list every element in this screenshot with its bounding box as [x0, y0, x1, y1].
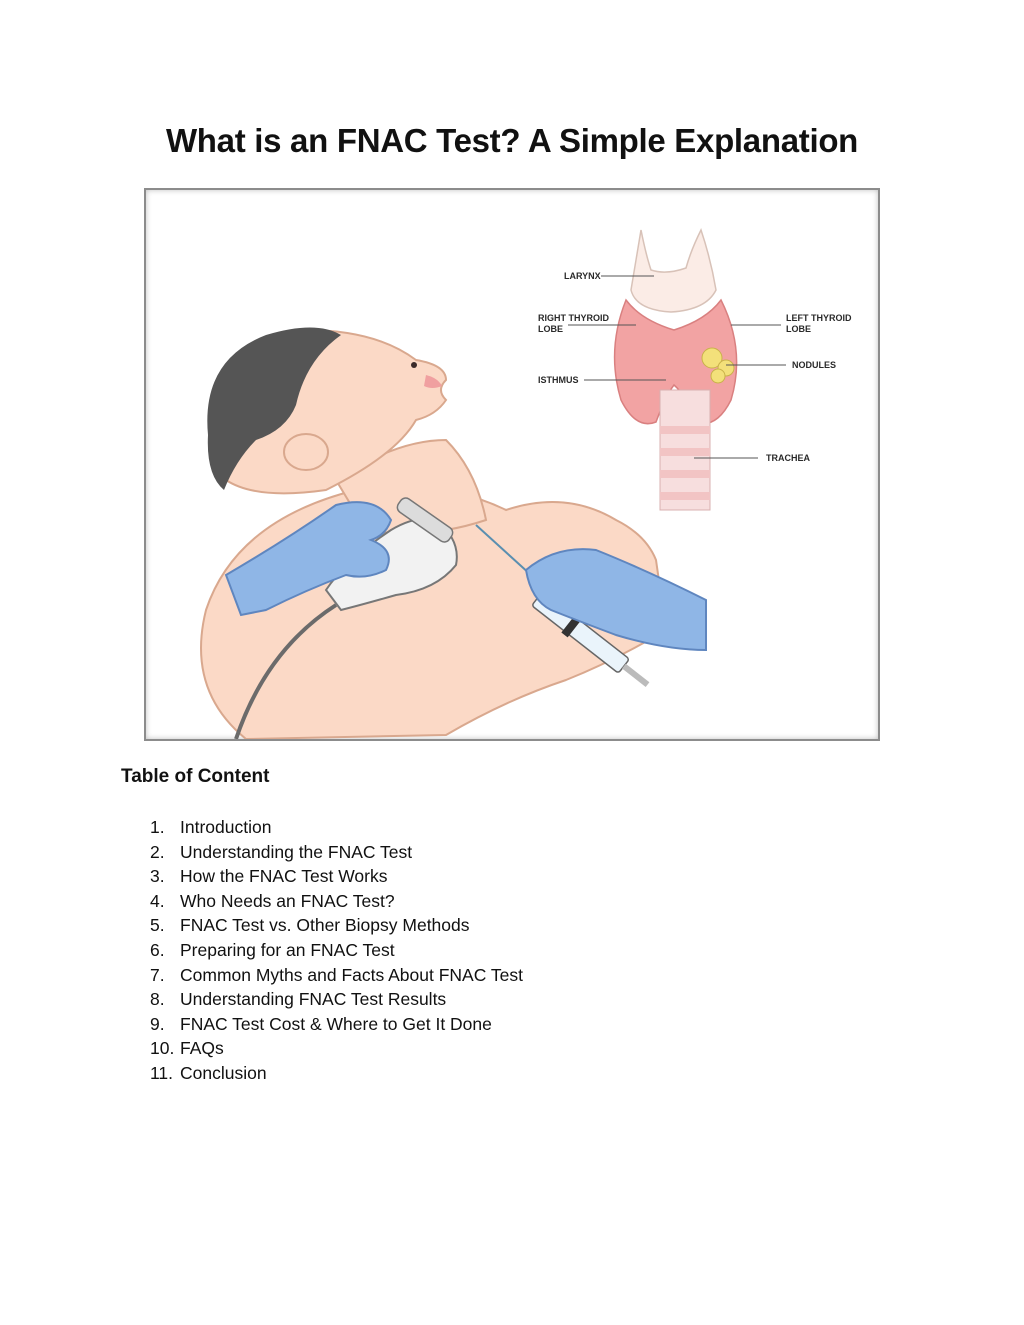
larynx: [631, 230, 716, 312]
toc-item-number: 3.: [150, 866, 165, 887]
toc-item-faqs[interactable]: [150, 1036, 523, 1061]
fnac-illustration: [144, 188, 880, 741]
toc-item-conclusion[interactable]: [150, 1061, 523, 1086]
patient-ear: [284, 434, 328, 470]
toc-item-number: 11.: [150, 1062, 174, 1083]
toc-item-number: 7.: [150, 964, 165, 985]
toc-item-label: Who Needs an FNAC Test?: [180, 890, 395, 911]
toc-item-label: Conclusion: [180, 1062, 267, 1083]
toc-item-number: 1.: [150, 817, 165, 837]
toc-item-label: Common Myths and Facts About FNAC Test: [180, 964, 524, 985]
toc-heading: Table of Content: [121, 766, 270, 787]
label-nodules: NODULES: [792, 360, 837, 370]
patient-eye: [411, 362, 417, 368]
toc-item-number: 8.: [150, 989, 165, 1010]
label-right-lobe-1: RIGHT THYROID: [538, 313, 609, 323]
toc-item-label: Introduction: [180, 817, 272, 837]
toc-item-label: FNAC Test vs. Other Biopsy Methods: [180, 915, 470, 936]
toc-item-label: FAQs: [180, 1038, 224, 1059]
toc-item-who-needs[interactable]: [150, 889, 523, 914]
label-left-lobe-2: LOBE: [786, 324, 812, 334]
toc-item-introduction[interactable]: [150, 815, 523, 840]
label-left-lobe-1: LEFT THYROID: [786, 313, 852, 323]
toc-item-myths-facts[interactable]: [150, 963, 523, 988]
toc-item-number: 2.: [150, 841, 165, 862]
toc-item-label: Understanding the FNAC Test: [180, 841, 413, 862]
toc-item-number: 4.: [150, 890, 165, 911]
toc-item-results[interactable]: [150, 987, 523, 1012]
toc-item-label: Understanding FNAC Test Results: [180, 989, 447, 1010]
thyroid-diagram: [538, 230, 852, 510]
page-title: What is an FNAC Test? A Simple Explanation: [165, 122, 859, 159]
toc-item-vs-biopsy[interactable]: [150, 913, 523, 938]
label-larynx: LARYNX: [564, 271, 601, 281]
label-isthmus: ISTHMUS: [538, 375, 579, 385]
toc-item-label: FNAC Test Cost & Where to Get It Done: [180, 1013, 492, 1034]
toc-item-cost[interactable]: [150, 1012, 523, 1037]
toc-item-how-it-works[interactable]: [150, 864, 523, 889]
label-trachea: TRACHEA: [766, 453, 810, 463]
toc-item-number: 5.: [150, 915, 165, 936]
toc-item-label: Preparing for an FNAC Test: [180, 939, 395, 960]
toc-item-number: 6.: [150, 939, 165, 960]
toc-item-number: 10.: [150, 1038, 175, 1059]
toc-item-understanding[interactable]: [150, 840, 523, 865]
toc-item-preparing[interactable]: [150, 938, 523, 963]
table-of-contents: [150, 815, 523, 1086]
nodule: [711, 369, 725, 383]
toc-item-number: 9.: [150, 1013, 165, 1034]
toc-item-label: How the FNAC Test Works: [180, 866, 388, 887]
label-right-lobe-2: LOBE: [538, 324, 564, 334]
